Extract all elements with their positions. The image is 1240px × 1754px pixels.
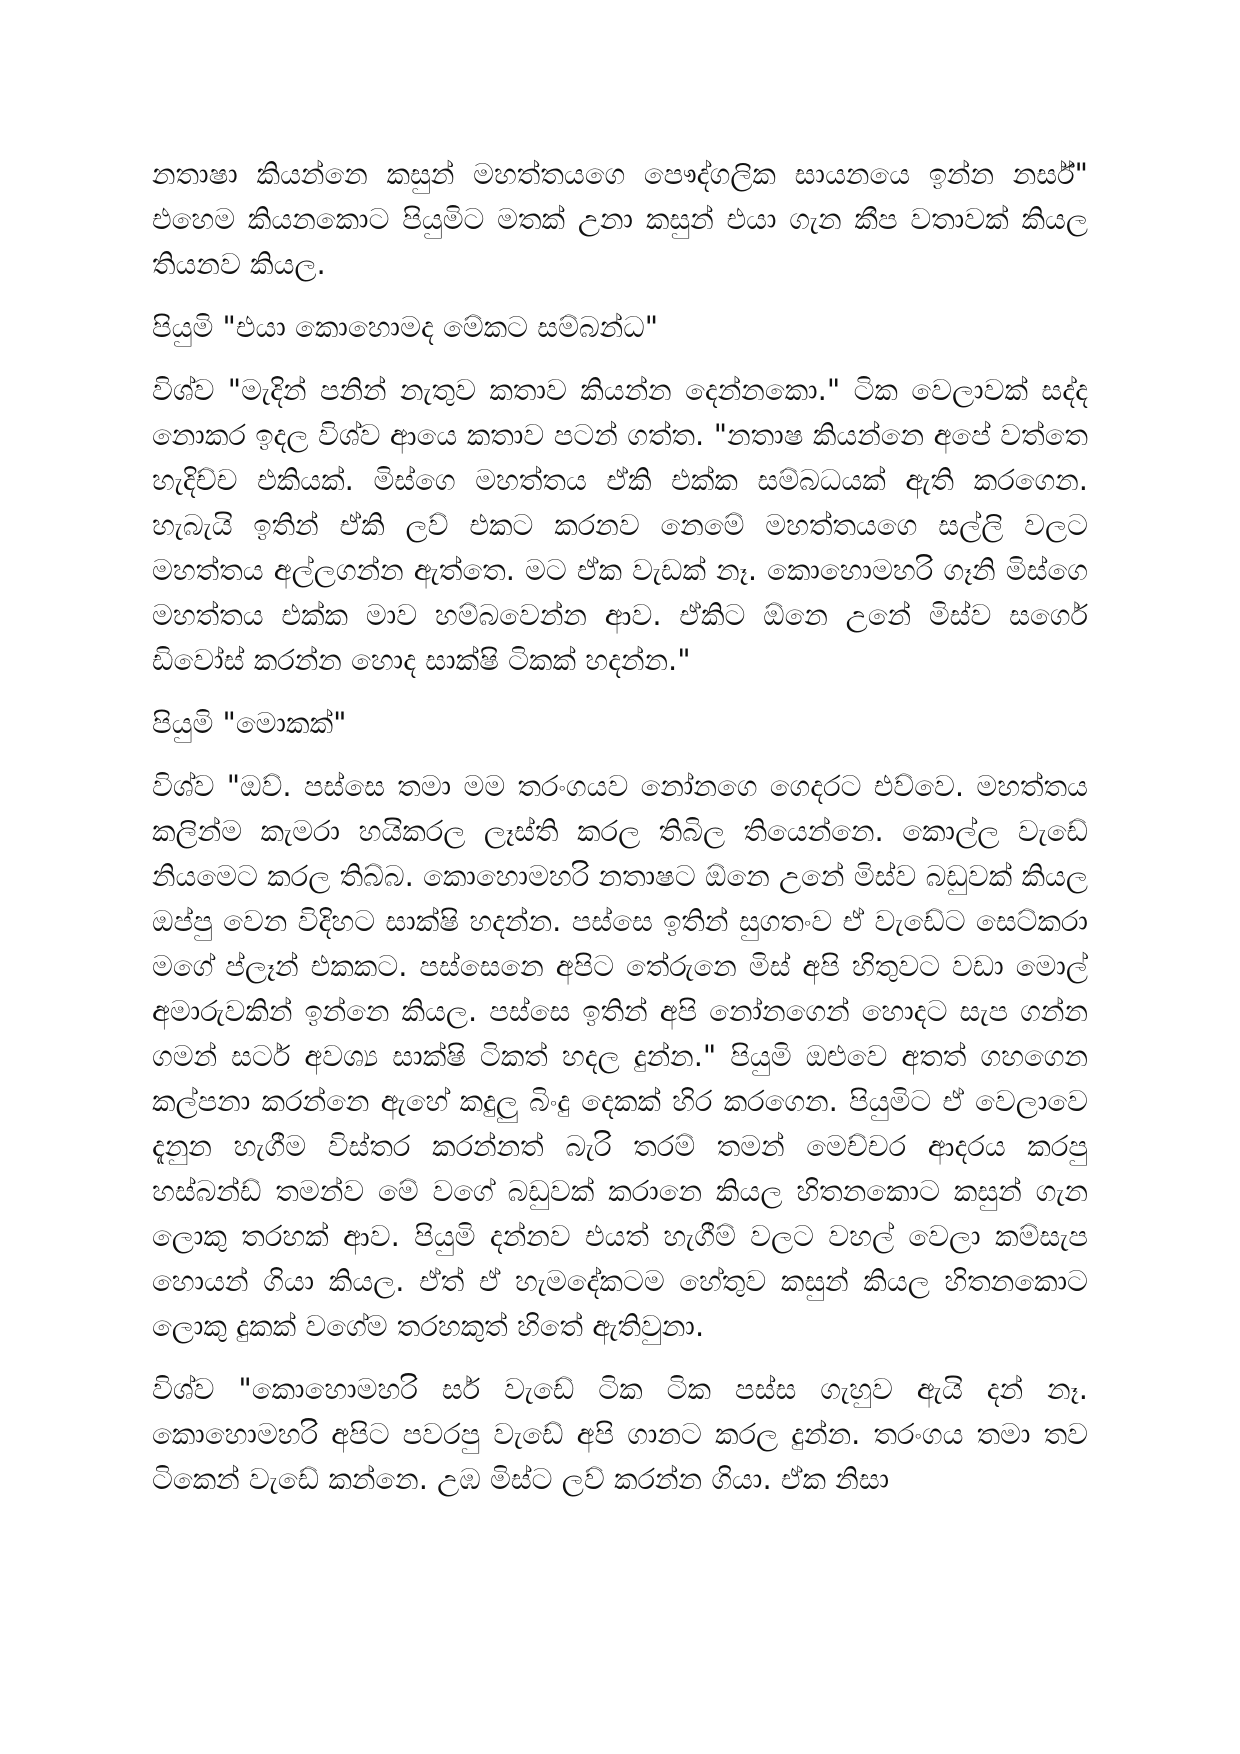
- paragraph-5: විශ්ව "ඔව්. පස්සෙ තමා මම තරංගයව නෝනගෙ ගෙදරට එව්වෙ. මහත්තය කලින්ම කැමරා හයිකරල ලෑස්ති කරල තිබිල තියෙන්නෙ. කොල්ල වැඩේ නියමෙට කරල තිබ්බ. කොහොමහරි නතාෂට ඕනෙ උනේ මිස්ව බඩුවක් කියල ඔප්පු වෙන විදිහට සාක්ෂි හදන්න. පස්සෙ ඉතින් සුගතංව ඒ වැඩේට සෙට්කරා මගේ ප්ලෑන් එකකට. පස්සෙනෙ අපිට තේරුනෙ මිස් අපි හිතුවට වඩා මොල් අමාරුවකින් ඉන්නෙ කියල. පස්සෙ ඉතින් අපි නෝනගෙන් හොදට සැප ගන්න ගමන් සර්ට අවශ්‍ය සාක්ෂි ටිකත් හදල දුන්න." පියුමි ඔළුවෙ අතත් ගහගෙන කල්පනා කරන්නෙ ඇහේ කදුලු බිංදු දෙකක් හිර කරගෙන. පියුමිට ඒ වෙලාවෙ දැනුන හැගීම විස්තර කරන්නත් බැරි තරම් තමන් මෙච්චර ආදරය කරපු හස්බන්ඩ් තමන්ව මේ වගේ බඩුවක් කරානෙ කියල හිතනකොට කසුන් ගැන ලොකු තරහක් ආව. පියුමි දන්නව එයත් හැගීම් වලට වහල් වෙලා කම්සැප හොයන් ගියා කියල. ඒත් ඒ හැමදේකටම හේතුව කසුන් කියල හිතනකොට ලොකු දුකක් වගේම තරහකුත් හිතේ ඇතිවුනා.: [152, 769, 1088, 1343]
- paragraph-6: විශ්ව "කොහොමහරි සර් වැඩේ ටික ටික පස්ස ගැහුව ඇයි දන් නෑ. කොහොමහරි අපිට පවරපු වැඩේ අපි ගානට කරල දුන්න. තරංගය තමා තව ටිකෙන් වැඩේ කන්නෙ. උඹ මිස්ට ලව් කරන්න ගියා. ඒක නිසා: [152, 1372, 1088, 1496]
- paragraph-1: නතාෂා කියන්නෙ කසුන් මහත්තයගෙ පෞද්ගලික සායනයෙ ඉන්න නර්ස්" එහෙම කියනකොට පියුමිට මතක් උනා කසුන් එයා ගැන කීප වතාවක් කියල තියනව කියල.: [152, 157, 1088, 281]
- paragraph-2: පියුමි "එයා කොහොමද මේකට සම්බන්ධ": [152, 310, 659, 344]
- document-body: [152, 152, 1088, 1502]
- paragraph-4: පියුමි "මොකක්": [152, 706, 347, 740]
- paragraph-3: විශ්ව "මැදින් පනින් නැතුව කතාව කියන්න දෙන්නකො." ටික වෙලාවක් සද්ද නොකර ඉදල විශ්ව ආයෙ කතාව පටන් ගත්ත. "නතාෂ කියන්නෙ අපේ වත්තෙ හැදිච්ච එකියක්. මිස්ගෙ මහත්තය ඒකි එක්ක සම්බධයක් ඇති කරගෙන. හැබැයි ඉතින් ඒකි ලව් එකට කරනව නෙමේ මහත්තයගෙ සල්ලි වලට මහත්තය අල්ලගන්න ඇත්තෙ. මට ඒක වැඩක් නෑ. කොහොමහරි ගෑනි මිස්ගෙ මහත්තය එක්ක මාව හම්බවෙන්න ආව. ඒකිට ඕනෙ උනේ මිස්ව සර්ගෙ ඩිවෝස් කරන්න හොද සාක්ෂි ටිකක් හදන්න.": [152, 373, 1088, 677]
